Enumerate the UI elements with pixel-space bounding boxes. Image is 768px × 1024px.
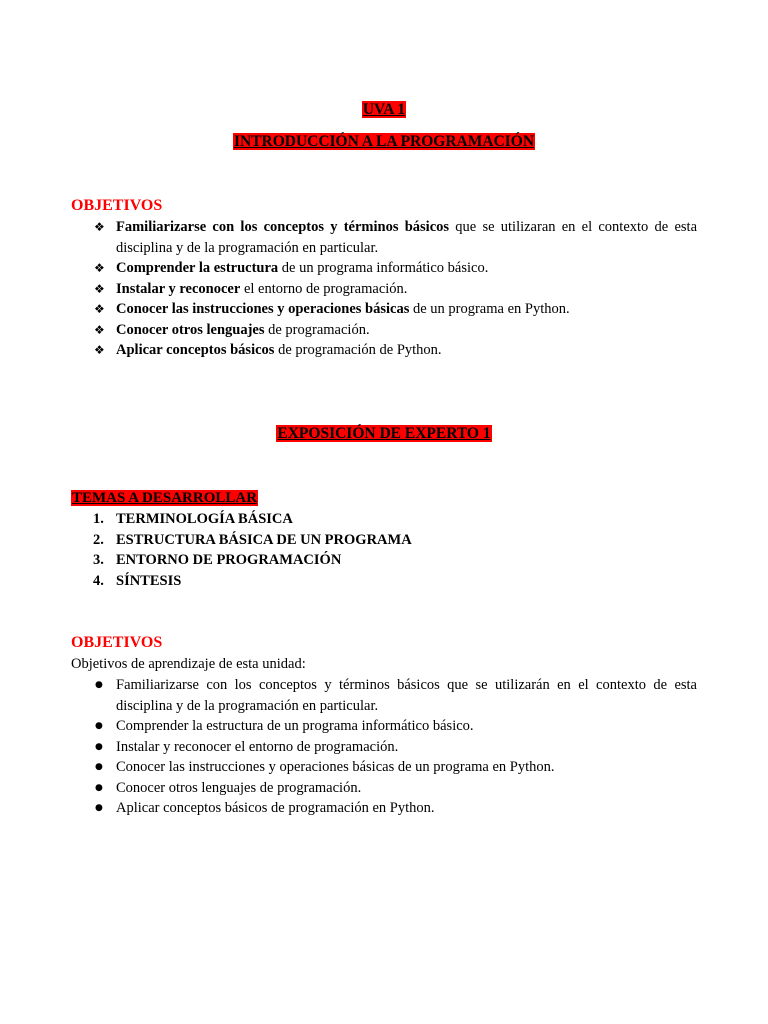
dot-bullet-icon: ● bbox=[95, 782, 103, 793]
item-bold-text: Familiarizarse con los conceptos y términos básicos bbox=[116, 219, 450, 235]
unit-title: UVA 1 bbox=[362, 101, 406, 118]
item-text: Instalar y reconocer el entorno de programación. bbox=[116, 738, 399, 755]
dot-bullet-icon: ● bbox=[95, 741, 103, 752]
diamond-bullet-icon: ❖ bbox=[94, 281, 105, 296]
objectives-list-2 bbox=[0, 675, 768, 819]
topic-label: ENTORNO DE PROGRAMACIÓN bbox=[116, 552, 342, 568]
topics-heading: TEMAS A DESARROLLAR bbox=[72, 490, 258, 506]
list-item bbox=[0, 299, 768, 320]
list-item bbox=[0, 279, 768, 300]
dot-bullet-icon: ● bbox=[95, 762, 103, 772]
objectives-heading-1: OBJETIVOS bbox=[71, 197, 163, 214]
item-number: 3. bbox=[93, 552, 104, 568]
diamond-bullet-icon: ❖ bbox=[94, 343, 105, 357]
list-item bbox=[0, 550, 768, 571]
objectives-intro: Objetivos de aprendizaje de esta unidad: bbox=[71, 656, 306, 672]
list-item bbox=[0, 509, 768, 530]
item-text: Familiarizarse con los conceptos y términos básicos que se utilizarán en el contexto de esta disciplina y de la programación en particular. bbox=[116, 677, 697, 714]
item-number: 4. bbox=[93, 572, 104, 589]
list-item bbox=[0, 716, 768, 737]
dot-bullet-icon: ● bbox=[95, 721, 103, 731]
list-item bbox=[0, 757, 768, 778]
item-bold-text: Comprender la estructura bbox=[116, 260, 279, 276]
diamond-bullet-icon: ❖ bbox=[94, 322, 105, 337]
item-number: 2. bbox=[93, 531, 104, 548]
unit-title-line bbox=[0, 99, 768, 121]
list-item bbox=[0, 778, 768, 799]
page-title: INTRODUCCIÓN A LA PROGRAMACIÓN bbox=[233, 133, 535, 150]
topics-heading-line bbox=[71, 487, 258, 509]
item-text: de programación. bbox=[264, 321, 370, 338]
topic-label: TERMINOLOGÍA BÁSICA bbox=[116, 511, 293, 527]
diamond-bullet-icon: ❖ bbox=[94, 261, 105, 275]
item-text: Conocer las instrucciones y operaciones básicas de un programa en Python. bbox=[116, 759, 555, 775]
item-number: 1. bbox=[93, 511, 104, 527]
item-text: Comprender la estructura de un programa informático básico. bbox=[116, 718, 474, 734]
topic-label: SÍNTESIS bbox=[116, 572, 182, 589]
list-item bbox=[0, 320, 768, 341]
objectives-heading-2: OBJETIVOS bbox=[71, 634, 163, 651]
list-item bbox=[0, 571, 768, 592]
topic-label: ESTRUCTURA BÁSICA DE UN PROGRAMA bbox=[116, 531, 412, 548]
list-item bbox=[0, 217, 768, 258]
dot-bullet-icon: ● bbox=[95, 803, 103, 813]
item-bold-text: Aplicar conceptos básicos bbox=[116, 342, 275, 358]
item-bold-text: Instalar y reconocer bbox=[116, 280, 241, 297]
expo-title-line bbox=[0, 423, 768, 445]
list-item bbox=[0, 798, 768, 819]
expo-title: EXPOSICIÓN DE EXPERTO 1 bbox=[277, 425, 491, 442]
list-item bbox=[0, 258, 768, 279]
item-text: de programación de Python. bbox=[274, 342, 442, 358]
item-text: el entorno de programación. bbox=[240, 280, 408, 297]
item-text: Aplicar conceptos básicos de programación en Python. bbox=[116, 800, 435, 816]
list-item bbox=[0, 340, 768, 361]
dot-bullet-icon: ● bbox=[95, 680, 103, 690]
objectives-list-1 bbox=[0, 217, 768, 361]
item-text: de un programa en Python. bbox=[409, 301, 570, 317]
item-text: Conocer otros lenguajes de programación. bbox=[116, 779, 362, 796]
list-item bbox=[0, 675, 768, 716]
page-title-line bbox=[0, 131, 768, 153]
topics-list bbox=[0, 509, 768, 591]
item-bold-text: Conocer las instrucciones y operaciones básicas bbox=[116, 301, 410, 317]
item-text: que se utilizaran en el contexto de esta disciplina y de la programación en particular. bbox=[116, 219, 698, 256]
diamond-bullet-icon: ❖ bbox=[94, 220, 105, 234]
list-item bbox=[0, 737, 768, 758]
item-text: de un programa informático básico. bbox=[278, 260, 489, 276]
list-item bbox=[0, 530, 768, 551]
item-bold-text: Conocer otros lenguajes bbox=[116, 321, 265, 338]
diamond-bullet-icon: ❖ bbox=[94, 302, 105, 316]
